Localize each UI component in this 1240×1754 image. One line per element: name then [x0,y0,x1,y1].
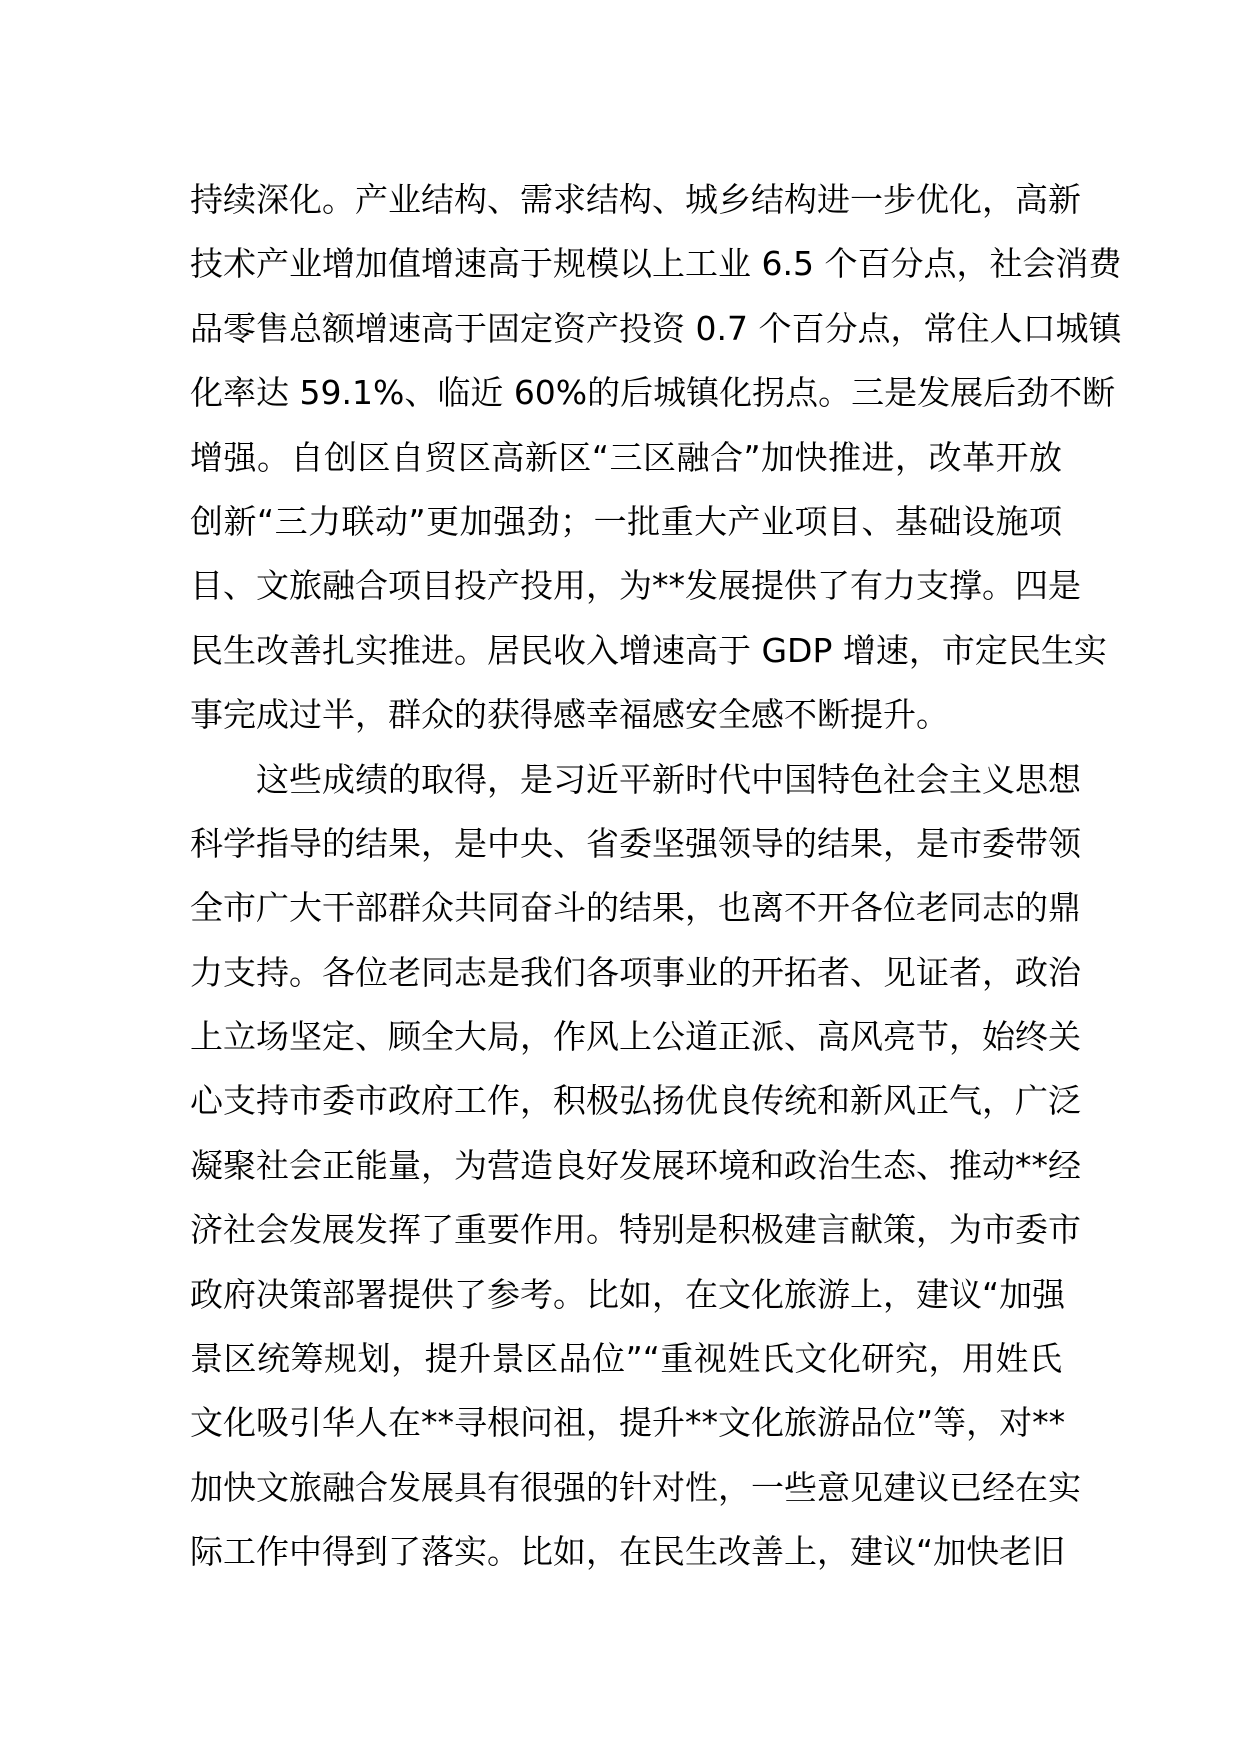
text-line: 凝聚社会正能量，为营造良好发展环境和政治生态、推动**经 [190,1145,1081,1185]
text-line: 心支持市委市政府工作，积极弘扬优良传统和新风正气，广泛 [190,1081,1081,1121]
paragraph-start-line: 这些成绩的取得，是习近平新时代中国特色社会主义思想 [256,759,1081,799]
text-line: 力支持。各位老同志是我们各项事业的开拓者、见证者，政治 [190,952,1081,992]
text-line: 文化吸引华人在**寻根问祖，提升**文化旅游品位”等，对** [190,1403,1066,1443]
text-line: 化率达 59.1%、临近 60%的后城镇化拐点。三是发展后劲不断 [190,373,1116,413]
text-line: 科学指导的结果，是中央、省委坚强领导的结果，是市委带领 [190,823,1081,863]
body-text [190,168,1122,1585]
text-line: 上立场坚定、顾全大局，作风上公道正派、高风亮节，始终关 [190,1017,1081,1057]
text-line: 民生改善扎实推进。居民收入增速高于 GDP 增速，市定民生实 [190,630,1107,670]
text-line: 济社会发展发挥了重要作用。特别是积极建言献策，为市委市 [190,1210,1081,1250]
paragraph-end-line: 事完成过半，群众的获得感幸福感安全感不断提升。 [190,695,949,735]
text-line: 创新“三力联动”更加强劲；一批重大产业项目、基础设施项 [190,501,1062,541]
text-line: 际工作中得到了落实。比如，在民生改善上，建议“加快老旧 [190,1532,1066,1572]
text-line: 加快文旅融合发展具有很强的针对性，一些意见建议已经在实 [190,1467,1081,1507]
text-line: 目、文旅融合项目投产投用，为**发展提供了有力支撑。四是 [190,566,1081,606]
text-line: 持续深化。产业结构、需求结构、城乡结构进一步优化，高新 [190,180,1081,219]
text-line: 技术产业增加值增速高于规模以上工业 6.5 个百分点，社会消费 [190,244,1122,284]
text-line: 品零售总额增速高于固定资产投资 0.7 个百分点，常住人口城镇 [190,308,1122,348]
text-line: 全市广大干部群众共同奋斗的结果，也离不开各位老同志的鼎 [190,888,1081,928]
text-line: 景区统筹规划，提升景区品位”“重视姓氏文化研究，用姓氏 [190,1339,1062,1379]
text-line: 增强。自创区自贸区高新区“三区融合”加快推进，改革开放 [190,437,1062,477]
text-line: 政府决策部署提供了参考。比如，在文化旅游上，建议“加强 [190,1274,1066,1314]
